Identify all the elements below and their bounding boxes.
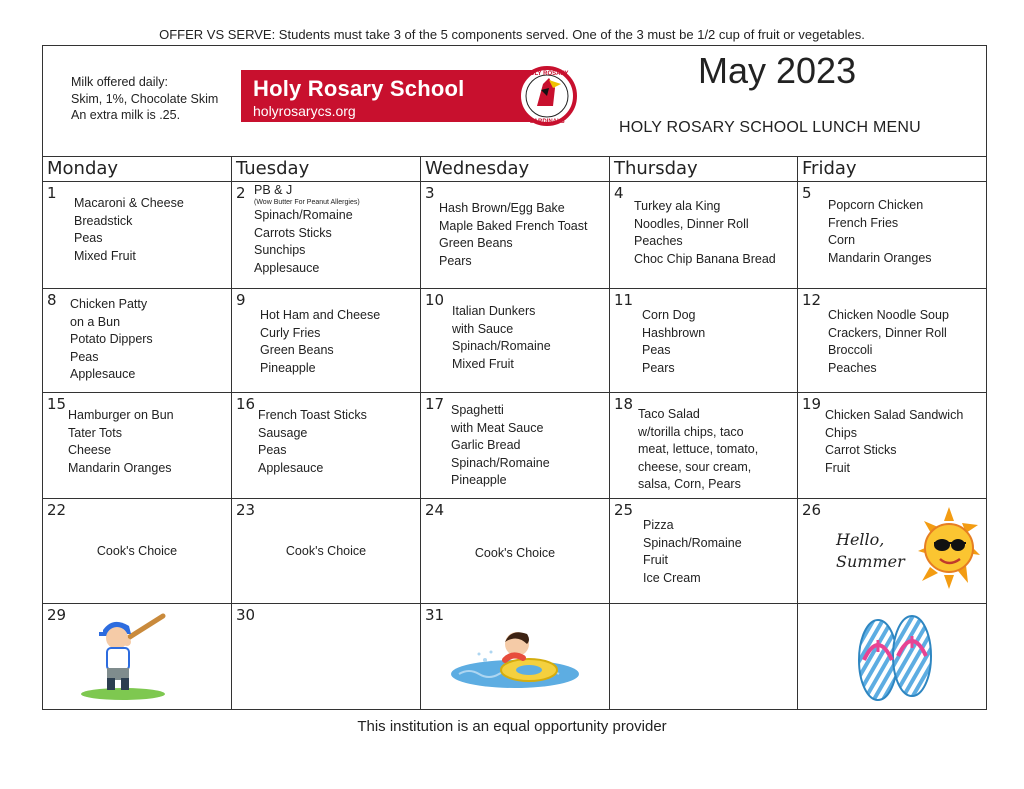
- menu-item: meat, lettuce, tomato,: [638, 442, 759, 456]
- day-cell-15: [43, 393, 232, 499]
- day-cell-2: [232, 182, 421, 289]
- menu-item: Pears: [642, 360, 675, 375]
- menu-item: Noodles, Dinner Roll: [634, 216, 749, 231]
- menu-calendar: [42, 45, 987, 710]
- milk-line: An extra milk is .25.: [71, 108, 181, 122]
- menu-item: Peas: [258, 443, 287, 457]
- day-cell-24: [421, 499, 610, 604]
- day-header-tuesday: Tuesday: [232, 156, 421, 182]
- equal-opportunity-footer: This institution is an equal opportunity provider: [357, 718, 667, 735]
- menu-item: Sunchips: [254, 243, 306, 257]
- menu-item: with Meat Sauce: [451, 420, 544, 435]
- day-number: 12: [802, 291, 822, 309]
- menu-item: Corn Dog: [642, 308, 696, 322]
- cooks-choice: Cook's Choice: [474, 546, 556, 560]
- menu-item: Green Beans: [439, 236, 513, 250]
- menu-item: Tater Tots: [68, 425, 122, 440]
- menu-items: [70, 296, 153, 384]
- day-number: 1: [47, 184, 57, 202]
- menu-item: Macaroni & Cheese: [74, 196, 184, 210]
- day-cell-31: [421, 604, 610, 709]
- day-number: 19: [802, 395, 822, 413]
- summer-line: Summer: [836, 552, 905, 571]
- cooks-choice: Cook's Choice: [96, 544, 178, 558]
- day-cell-9: [232, 289, 421, 393]
- day-number: 8: [47, 291, 57, 309]
- day-cell-5: [798, 182, 986, 289]
- menu-item: Peas: [74, 231, 103, 245]
- day-number: 24: [425, 501, 445, 519]
- menu-item: Applesauce: [254, 260, 320, 275]
- milk-line: Milk offered daily:: [71, 75, 169, 89]
- baseball-kid-icon: [77, 610, 169, 702]
- menu-items: [638, 406, 758, 494]
- day-cell-26: [798, 499, 986, 604]
- menu-item: Crackers, Dinner Roll: [828, 325, 947, 340]
- day-number: 26: [802, 501, 822, 519]
- day-number: 11: [614, 291, 634, 309]
- day-cell-18: [610, 393, 798, 499]
- menu-item: Spinach/Romaine: [254, 208, 353, 222]
- day-number: 30: [236, 606, 256, 624]
- day-number: 17: [425, 395, 445, 413]
- day-cell-23: [232, 499, 421, 604]
- menu-item: Maple Baked French Toast: [439, 218, 588, 233]
- menu-item: Hot Ham and Cheese: [260, 308, 381, 322]
- day-number: 4: [614, 184, 624, 202]
- day-cell-30: [232, 604, 421, 709]
- hello-summer-text: [836, 529, 905, 573]
- menu-title: HOLY ROSARY SCHOOL LUNCH MENU: [619, 119, 921, 136]
- menu-item: Spaghetti: [451, 403, 504, 417]
- menu-items: [634, 198, 776, 268]
- offer-vs-serve-note: OFFER VS SERVE: Students must take 3 of the 5 components served. One of the 3 must be 1/2 cup of fruit or vegetables.: [159, 27, 865, 42]
- menu-item: Popcorn Chicken: [828, 198, 924, 212]
- menu-item: Applesauce: [258, 460, 324, 475]
- menu-items: [825, 407, 963, 477]
- day-cell-12: [798, 289, 986, 393]
- day-number: 3: [425, 184, 435, 202]
- menu-item: Mixed Fruit: [74, 248, 136, 263]
- menu-item: PB & J: [254, 183, 293, 197]
- day-header-monday: Monday: [43, 156, 232, 182]
- menu-item: Pizza: [643, 518, 674, 532]
- menu-item: Ice Cream: [643, 570, 701, 585]
- menu-item: Italian Dunkers: [452, 304, 536, 318]
- menu-items: [260, 307, 380, 377]
- calendar-header: [43, 46, 986, 157]
- day-number: 10: [425, 291, 445, 309]
- cooks-choice: Cook's Choice: [285, 544, 367, 558]
- banner-red-bar: [241, 70, 541, 122]
- menu-item: Chicken Noodle Soup: [828, 308, 949, 322]
- day-number: 16: [236, 395, 256, 413]
- menu-item: Potato Dippers: [70, 332, 153, 346]
- menu-items: [452, 303, 551, 373]
- flip-flops-icon: [854, 610, 938, 704]
- swimmer-float-icon: [445, 622, 581, 692]
- menu-item: Spinach/Romaine: [643, 535, 742, 550]
- sun-sunglasses-icon: [916, 505, 982, 591]
- menu-item: on a Bun: [70, 314, 121, 329]
- menu-item: Fruit: [825, 460, 850, 475]
- menu-item: Turkey ala King: [634, 199, 721, 213]
- menu-items: [451, 402, 550, 490]
- day-number: 31: [425, 606, 445, 624]
- menu-item: Peaches: [634, 234, 683, 248]
- day-cell-empty: [610, 604, 798, 709]
- menu-items: [254, 183, 360, 277]
- menu-item: Peas: [642, 343, 671, 357]
- day-number: 2: [236, 184, 246, 202]
- menu-item: Breadstick: [74, 213, 133, 228]
- menu-item: Cheese: [68, 443, 112, 457]
- menu-item: w/torilla chips, taco: [638, 424, 744, 439]
- hello-line: Hello,: [836, 530, 885, 549]
- menu-item: cheese, sour cream,: [638, 459, 752, 474]
- day-header-wednesday: Wednesday: [421, 156, 610, 182]
- menu-items: [74, 195, 184, 265]
- day-number: 18: [614, 395, 634, 413]
- milk-line: Skim, 1%, Chocolate Skim: [71, 91, 219, 106]
- day-cell-4: [610, 182, 798, 289]
- day-cell-11: [610, 289, 798, 393]
- menu-items: [643, 517, 742, 587]
- day-number: 25: [614, 501, 634, 519]
- logo-bottom-text: CARDINALS: [529, 119, 565, 125]
- day-cell-empty: [798, 604, 986, 709]
- menu-item: Mandarin Oranges: [68, 460, 172, 475]
- menu-items: [439, 200, 587, 270]
- day-number: 29: [47, 606, 67, 624]
- day-number: 15: [47, 395, 67, 413]
- menu-note: (Wow Butter For Peanut Allergies): [254, 199, 360, 206]
- menu-item: Mixed Fruit: [452, 356, 514, 371]
- day-number: 5: [802, 184, 812, 202]
- menu-items: [642, 307, 705, 377]
- day-cell-19: [798, 393, 986, 499]
- logo-top-text: HOLY ROSARY: [525, 71, 569, 77]
- menu-item: Carrot Sticks: [825, 443, 897, 457]
- menu-item: Applesauce: [70, 367, 136, 381]
- menu-item: Sausage: [258, 425, 308, 440]
- menu-item: Corn: [828, 233, 856, 247]
- day-cell-3: [421, 182, 610, 289]
- menu-item: Pears: [439, 253, 472, 268]
- calendar-grid: [43, 156, 986, 709]
- menu-item: Choc Chip Banana Bread: [634, 251, 776, 266]
- menu-item: Carrots Sticks: [254, 225, 332, 240]
- school-banner: [241, 66, 593, 126]
- menu-items: [828, 197, 932, 267]
- school-name: Holy Rosary School: [253, 76, 465, 101]
- month-title: May 2023: [698, 50, 857, 91]
- day-cell-17: [421, 393, 610, 499]
- day-cell-10: [421, 289, 610, 393]
- day-cell-25: [610, 499, 798, 604]
- menu-items: [258, 407, 367, 477]
- menu-item: Hamburger on Bun: [68, 408, 174, 422]
- menu-item: Fruit: [643, 553, 668, 567]
- cardinals-logo-icon: [503, 66, 591, 126]
- menu-item: salsa, Corn, Pears: [638, 477, 741, 491]
- day-cell-29: [43, 604, 232, 709]
- school-url: holyrosarycs.org: [253, 103, 356, 119]
- day-cell-22: [43, 499, 232, 604]
- menu-item: Mandarin Oranges: [828, 250, 932, 265]
- day-header-friday: Friday: [798, 156, 986, 182]
- milk-info: [71, 74, 218, 124]
- day-cell-8: [43, 289, 232, 393]
- menu-item: Hashbrown: [642, 325, 706, 340]
- menu-item: Curly Fries: [260, 325, 321, 340]
- menu-item: Pineapple: [451, 473, 507, 487]
- day-header-thursday: Thursday: [610, 156, 798, 182]
- menu-item: Peas: [70, 349, 99, 364]
- menu-item: Garlic Bread: [451, 438, 521, 452]
- day-number: 22: [47, 501, 67, 519]
- day-number: 9: [236, 291, 246, 309]
- menu-item: Chips: [825, 425, 857, 440]
- menu-item: Pineapple: [260, 360, 316, 375]
- menu-item: with Sauce: [452, 321, 514, 336]
- menu-items: [828, 307, 949, 377]
- menu-item: Broccoli: [828, 343, 873, 357]
- menu-item: Chicken Patty: [70, 297, 148, 311]
- day-number: 23: [236, 501, 256, 519]
- menu-item: Spinach/Romaine: [452, 339, 551, 353]
- menu-item: French Toast Sticks: [258, 408, 367, 422]
- menu-item: Hash Brown/Egg Bake: [439, 201, 565, 215]
- menu-item: Green Beans: [260, 343, 334, 357]
- menu-items: [68, 407, 174, 477]
- day-cell-16: [232, 393, 421, 499]
- menu-item: Peaches: [828, 360, 877, 375]
- menu-item: French Fries: [828, 215, 899, 230]
- day-cell-1: [43, 182, 232, 289]
- menu-item: Chicken Salad Sandwich: [825, 408, 964, 422]
- menu-item: Spinach/Romaine: [451, 455, 550, 470]
- menu-item: Taco Salad: [638, 407, 700, 421]
